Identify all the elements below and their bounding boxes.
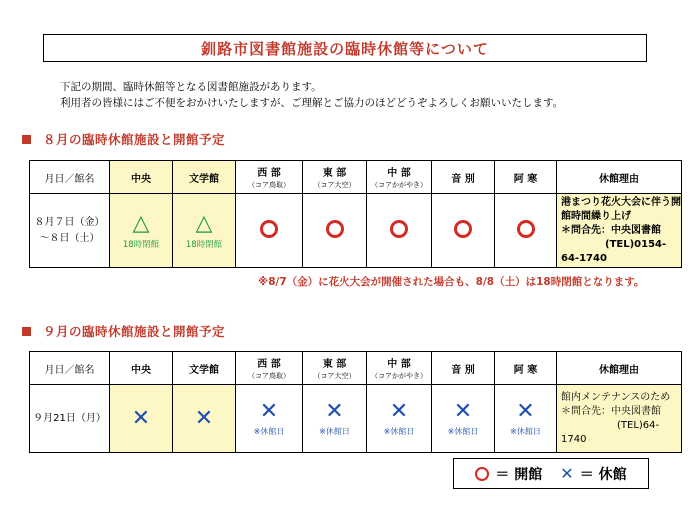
header-nakabu: 中 部 （コアかがやき）: [367, 352, 432, 385]
september-nakabu: ✕ ※休館日: [367, 385, 432, 453]
september-date: ９月21日（月）: [30, 385, 110, 453]
cross-icon: ✕: [194, 405, 214, 431]
table-header-row: [30, 161, 682, 194]
cross-icon: ✕: [516, 399, 535, 424]
august-higashibu: [303, 194, 367, 268]
header-onbetsu: 音 別: [432, 161, 495, 194]
august-akan: [495, 194, 557, 268]
cross-icon: ✕: [131, 405, 151, 431]
legend-closed: ＝ 休館: [579, 466, 627, 483]
september-higashibu: ✕ ※休館日: [303, 385, 367, 453]
header-nakabu: 中 部 （コアかがやき）: [367, 161, 432, 194]
header-reason: 休館理由: [557, 161, 682, 194]
august-heading-text: ８月の臨時休館施設と開館予定: [43, 132, 226, 147]
september-table: [29, 351, 682, 453]
header-date: 月日／館名: [30, 352, 110, 385]
header-nishibu: 西 部 （コア鳥取）: [236, 352, 303, 385]
september-onbetsu: ✕ ※休館日: [432, 385, 495, 453]
august-reason: 港まつり花火大会に伴う開 館時間繰り上げ ＊問合先：中央図書館 (TEL)0154-64-1740: [557, 194, 682, 268]
page-title: 釧路市図書館施設の臨時休館等について: [201, 39, 489, 58]
cross-icon: ✕: [453, 399, 473, 424]
header-chuo: 中央: [110, 161, 173, 194]
header-higashibu: 東 部 （コア大空）: [303, 352, 367, 385]
header-akan: 阿 寒: [495, 161, 557, 194]
august-date: ８月７日（金） 〜８日（土）: [30, 194, 110, 268]
august-heading: [22, 130, 225, 148]
august-nishibu: [236, 194, 303, 268]
august-bungakukan: △ 18時閉館: [173, 194, 236, 268]
circle-icon: [454, 220, 472, 238]
august-chuo: △ 18時閉館: [110, 194, 173, 268]
intro-line-2: 利用者の皆様にはご不便をおかけいたしますが、ご理解とご協力のほどどうぞよろしくお願いいたします。: [60, 97, 564, 109]
triangle-icon: △: [132, 210, 150, 236]
september-chuo: [110, 385, 173, 453]
table-header-row: [30, 352, 682, 385]
header-bungakukan: 文学館: [173, 161, 236, 194]
august-table: [29, 160, 682, 268]
circle-icon: [260, 220, 278, 238]
august-footnote: ※8/7（金）に花火大会が開催された場合も、8/8（土）は18時閉館となります。: [258, 276, 645, 288]
september-bungakukan: [173, 385, 236, 453]
september-akan: ✕ ※休館日: [495, 385, 557, 453]
header-onbetsu: 音 別: [432, 352, 495, 385]
intro-line-1: 下記の期間、臨時休館等となる図書館施設があります。: [60, 81, 322, 93]
cross-icon: ✕: [560, 464, 574, 483]
header-higashibu: 東 部 （コア大空）: [303, 161, 367, 194]
header-akan: 阿 寒: [495, 352, 557, 385]
table-row: [30, 194, 682, 268]
header-nishibu: 西 部 （コア鳥取）: [236, 161, 303, 194]
august-nakabu: [367, 194, 432, 268]
header-date: 月日／館名: [30, 161, 110, 194]
cross-icon: ✕: [259, 399, 279, 424]
square-bullet-icon: [22, 327, 31, 336]
september-reason: 館内メンテナンスのため ＊問合先：中央図書館 (TEL)64-1740: [557, 385, 682, 453]
circle-icon: [326, 220, 344, 238]
square-bullet-icon: [22, 135, 31, 144]
header-bungakukan: 文学館: [173, 352, 236, 385]
legend-box: [453, 458, 649, 489]
circle-icon: [475, 467, 489, 481]
circle-icon: [517, 220, 535, 238]
header-reason: 休館理由: [557, 352, 682, 385]
september-heading: [22, 322, 225, 340]
header-chuo: 中央: [110, 352, 173, 385]
circle-icon: [390, 220, 408, 238]
table-row: [30, 385, 682, 453]
legend-open: ＝ 開館: [495, 466, 543, 483]
cross-icon: ✕: [325, 399, 344, 424]
title-box: [43, 34, 647, 62]
august-onbetsu: [432, 194, 495, 268]
september-nishibu: ✕ ※休館日: [236, 385, 303, 453]
triangle-icon: △: [195, 210, 213, 236]
cross-icon: ✕: [389, 399, 409, 424]
september-heading-text: ９月の臨時休館施設と開館予定: [43, 324, 226, 339]
